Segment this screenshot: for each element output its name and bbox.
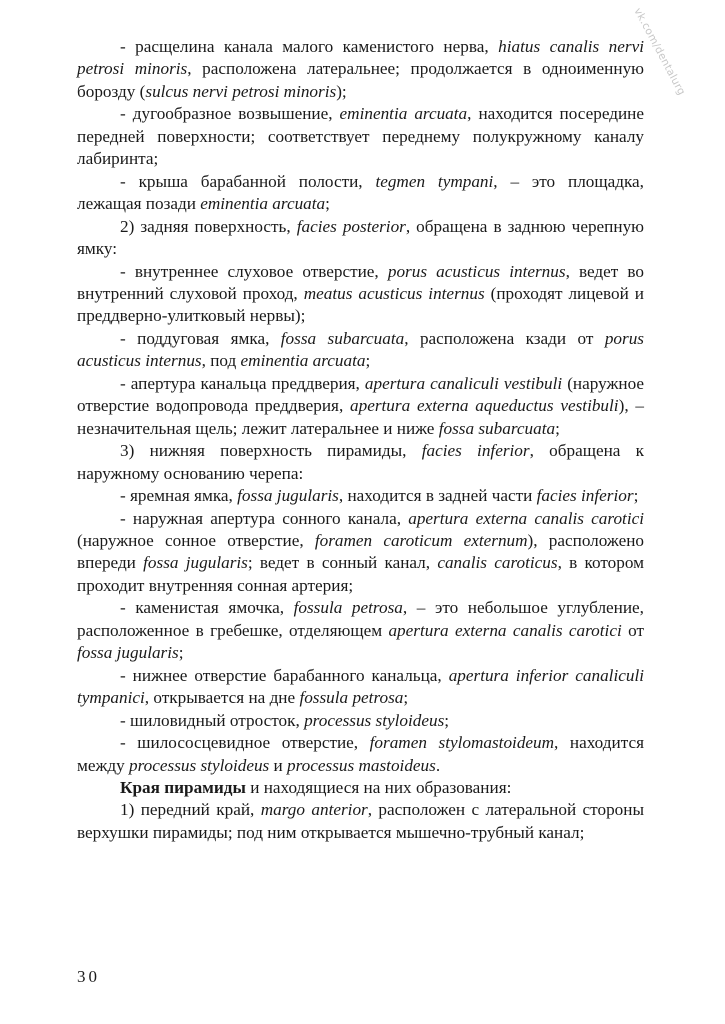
latin-term: porus acusticus internus — [77, 328, 644, 371]
paragraph — [77, 732, 644, 777]
paragraph — [77, 216, 644, 261]
paragraph — [77, 508, 644, 598]
text-run: , ведет во внутренний слуховой проход, — [77, 261, 644, 303]
page-number: 30 — [77, 967, 100, 986]
latin-term: apertura externa canalis carotici — [408, 508, 645, 528]
latin-term: fossa jugularis — [237, 486, 339, 506]
latin-term: apertura externa canalis carotici — [388, 620, 622, 640]
latin-term: eminentia arcuata — [240, 351, 366, 371]
paragraph — [77, 36, 644, 103]
text-run: ; — [555, 418, 560, 438]
text-run: - шиловидный отросток, — [120, 710, 305, 730]
bold-heading: Края пирамиды — [120, 777, 246, 797]
text-run: и — [269, 755, 288, 775]
text-run: , расположена кзади от — [404, 328, 605, 348]
paragraph — [77, 597, 644, 664]
paragraph — [77, 171, 644, 216]
latin-term: eminentia arcuata — [339, 104, 468, 124]
text-run: - яремная ямка, — [120, 486, 238, 506]
latin-term: fossula petrosa — [299, 688, 404, 708]
paragraph — [77, 485, 644, 507]
latin-term: apertura canaliculi vestibuli — [364, 373, 563, 393]
paragraph — [77, 328, 644, 373]
text-run: (проходят лицевой и преддверно-улитковый нервы); — [77, 283, 645, 326]
latin-term: processus styloideus — [304, 710, 445, 730]
paragraph — [77, 440, 644, 485]
text-run: ), – незначительная щель; лежит латеральнее и ниже — [77, 396, 644, 438]
latin-term: fossa jugularis — [77, 643, 179, 663]
latin-term: facies posterior — [296, 216, 406, 236]
latin-term: sulcus nervi petrosi minoris — [145, 81, 337, 101]
text-run: - апертура канальца преддверия, — [120, 373, 365, 393]
text-run: , под — [201, 351, 241, 371]
text-run: - крыша барабанной полости, — [120, 171, 376, 191]
latin-term: tegmen tympani — [375, 171, 494, 191]
text-run: (наружное сонное отверстие, — [77, 530, 315, 550]
text-run: ; — [178, 643, 184, 663]
latin-term: processus mastoideus — [287, 755, 436, 775]
paragraph — [77, 799, 644, 844]
text-run: ), расположено впереди — [77, 530, 644, 573]
latin-term: meatus acusticus internus — [303, 283, 485, 303]
latin-term: apertura inferior canaliculi tympanici — [77, 665, 644, 708]
text-run: , – это площадка, лежащая позади — [77, 171, 644, 214]
text-run: - шилососцевидное отверстие, — [120, 733, 370, 753]
text-run: - нижнее отверстие барабанного канальца, — [120, 665, 449, 685]
paragraph — [77, 665, 644, 710]
text-run: 3) нижняя поверхность пирамиды, — [120, 441, 422, 461]
text-run: , расположен с латеральной стороны верхушки пирамиды; под ним открывается мышечно-трубный канал; — [77, 800, 644, 842]
text-run: , расположена латеральнее; продолжается в одноименную борозду ( — [77, 59, 644, 101]
latin-term: facies inferior — [536, 486, 634, 506]
latin-term: facies inferior — [421, 441, 530, 461]
text-run: , открывается на дне — [144, 688, 300, 708]
text-run: . — [435, 755, 441, 775]
text-run: ; — [325, 194, 330, 214]
text-run: ; — [403, 688, 409, 708]
text-run: - наружная апертура сонного канала, — [120, 508, 409, 528]
text-run: , обращена к наружному основанию черепа: — [77, 441, 644, 483]
latin-term: margo anterior — [260, 800, 368, 820]
latin-term: fossa subarcuata — [438, 418, 556, 438]
text-run: ; ведет в сонный канал, — [247, 553, 438, 573]
text-run: , находится в задней части — [338, 486, 537, 506]
page-body — [77, 36, 644, 844]
paragraph — [77, 103, 644, 170]
latin-term: foramen stylomastoideum — [369, 733, 555, 753]
text-run: ); — [336, 81, 347, 101]
text-run: ; — [365, 351, 371, 371]
text-run: - внутреннее слуховое отверстие, — [120, 261, 388, 281]
paragraph — [77, 261, 644, 328]
paragraph — [77, 710, 644, 732]
text-run: ; — [444, 710, 450, 730]
text-run: , находится между — [77, 733, 644, 775]
text-run: , в котором проходит внутренняя сонная артерия; — [77, 553, 644, 595]
text-run: - каменистая ямочка, — [120, 598, 294, 618]
text-run: - поддуговая ямка, — [120, 328, 281, 348]
text-run: ; — [633, 486, 639, 506]
text-run: от — [621, 620, 644, 640]
text-run: (наружное отверстие водопровода преддверия, — [77, 373, 645, 416]
text-run: , – это небольшое углубление, расположенное в гребешке, отделяющем — [77, 598, 644, 640]
latin-term: fossa subarcuata — [280, 328, 405, 348]
text-run: 2) задняя поверхность, — [120, 216, 297, 236]
latin-term: apertura externa aqueductus vestibuli — [350, 396, 619, 416]
latin-term: eminentia arcuata — [200, 194, 326, 214]
text-run: - расщелина канала малого каменистого нерва, — [120, 37, 499, 56]
latin-term: canalis caroticus — [437, 553, 558, 573]
latin-term: hiatus canalis nervi petrosi minoris — [77, 37, 644, 79]
text-run: - дугообразное возвышение, — [120, 104, 340, 124]
latin-term: fossula petrosa — [293, 598, 403, 618]
text-run: , находится посередине передней поверхности; соответствует переднему полукружному каналу лабиринта; — [77, 104, 644, 169]
latin-term: porus acusticus internus — [387, 261, 566, 281]
latin-term: fossa jugularis — [143, 553, 248, 573]
text-run: и находящиеся на них образования: — [245, 777, 512, 797]
paragraph — [77, 373, 644, 440]
text-run: 1) передний край, — [120, 800, 261, 820]
latin-term: foramen caroticum externum — [314, 530, 528, 550]
latin-term: processus styloideus — [129, 755, 270, 775]
watermark: vk.com/dentalurg — [631, 6, 688, 98]
paragraph — [77, 777, 644, 799]
text-run: , обращена в заднюю черепную ямку: — [77, 216, 645, 259]
